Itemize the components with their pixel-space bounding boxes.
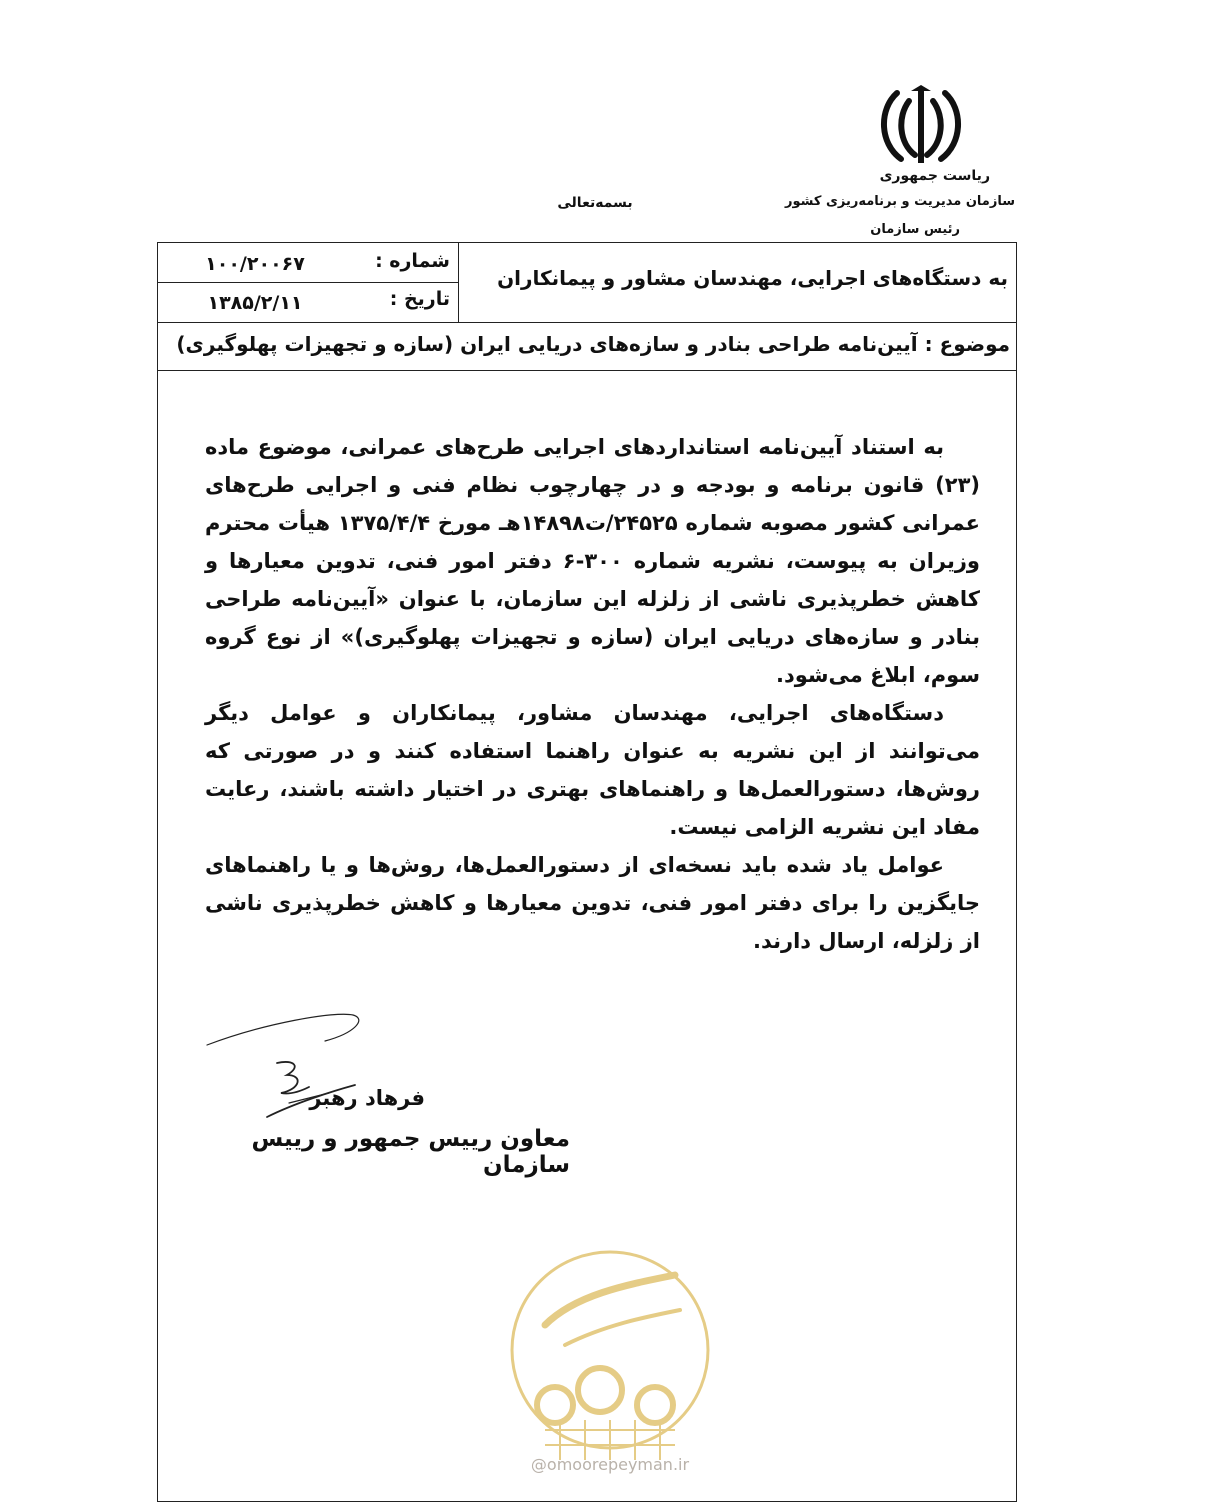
- subject-line: موضوع : آیین‌نامه طراحی بنادر و سازه‌های دریایی ایران (سازه و تجهیزات پهلوگیری): [176, 332, 1010, 356]
- watermark-logo: [505, 1245, 715, 1475]
- publication-title: آیین‌نامه طراحی بنادر و سازه‌های دریایی ایران (سازه و تجهیزات پهلوگیری): [205, 587, 980, 649]
- number-label: شماره :: [375, 250, 450, 272]
- recipients: به دستگاه‌های اجرایی، مهندسان مشاور و پیمانکاران: [497, 266, 1008, 290]
- body-paragraph: عوامل یاد شده باید نسخه‌ای از دستورالعمل‌ها، روش‌ها و یا راهنماهای جایگزین را برای دفتر امور فنی، تدوین معیارها و کاهش خطرپذیری ناشی از زلزله، ارسال دارند.: [205, 853, 980, 953]
- date-value: ۱۳۸۵/۲/۱۱: [207, 292, 303, 314]
- signer-title: معاون رییس جمهور و رییس سازمان: [251, 1126, 570, 1178]
- iran-emblem-icon: [875, 85, 967, 167]
- handwritten-signature: [205, 1005, 435, 1130]
- bismillah: بسمه‌تعالی: [557, 195, 633, 211]
- body-paragraph: دستگاه‌های اجرایی، مهندسان مشاور، پیمانکاران و عوامل دیگر می‌توانند از این نشریه به عنوان راهنما استفاده کنند و در صورتی که روش‌ها، دستورالعمل‌ها و راهنماهای بهتری در اختیار داشته باشند، رعایت مفاد این نشریه الزامی نیست.: [205, 701, 980, 839]
- watermark-url: @omoorepeyman.ir: [530, 1455, 690, 1474]
- divider: [157, 282, 459, 283]
- signer-name: فرهاد رهبر: [309, 1086, 425, 1110]
- body-text: به استناد آیین‌نامه استانداردهای اجرایی طرح‌های عمرانی، موضوع ماده (۲۳) قانون برنامه و بودجه و در چهارچوب نظام فنی و اجرایی طرح‌های عمرانی کشور مصوبه شماره ۲۴۵۲۵/ت۱۴۸۹۸هـ مورخ ۱۳۷۵/۴/۴ هیأت محترم وزیران به پیوست، نشریه شماره ۳۰۰-۶ دفتر امور فنی، تدوین معیارها و کاهش خطرپذیری ناشی از زلزله این سازمان، با عنوان «: [205, 435, 980, 611]
- divider: [157, 322, 1017, 323]
- organization-name: سازمان مدیریت و برنامه‌ریزی کشور: [785, 194, 1015, 209]
- number-value: ۱۰۰/۲۰۰۶۷: [205, 253, 305, 275]
- body-text: » از نوع گروه سوم، ابلاغ می‌شود.: [205, 625, 980, 687]
- date-label: تاریخ :: [389, 288, 450, 310]
- body-paragraph: [205, 428, 980, 694]
- presidency-label: ریاست جمهوری: [879, 168, 990, 184]
- letter-body: [205, 428, 980, 960]
- head-title: رئیس سازمان: [870, 222, 960, 237]
- divider: [157, 370, 1017, 371]
